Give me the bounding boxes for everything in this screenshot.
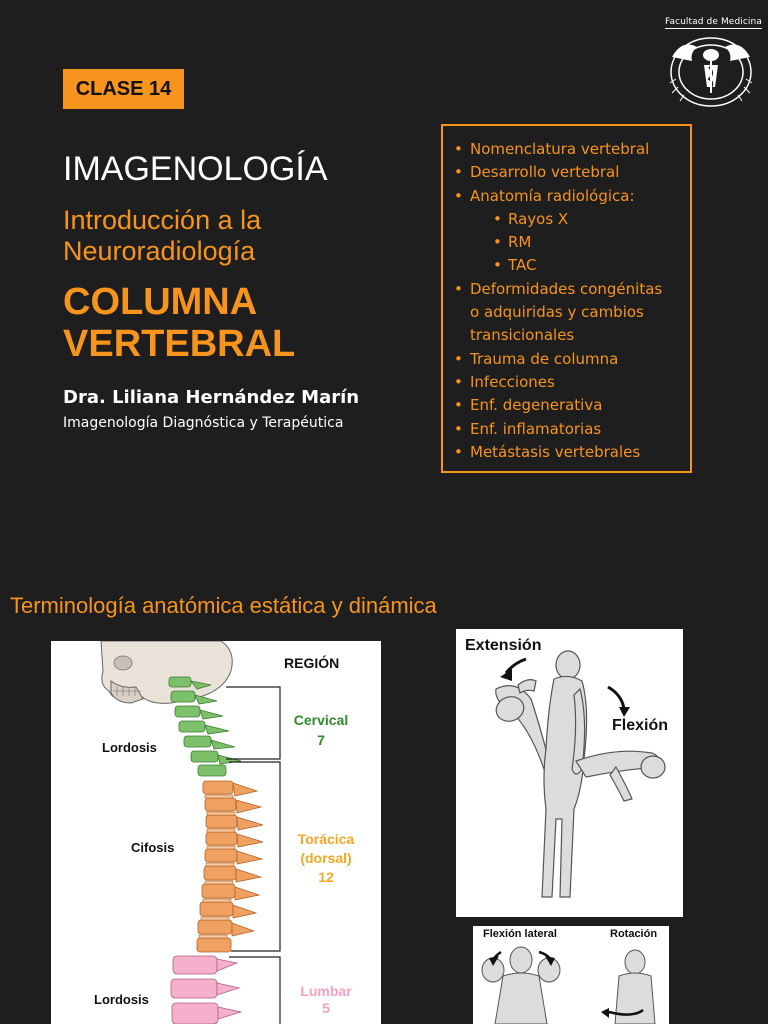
- class-badge: CLASE 14: [63, 69, 184, 109]
- topic-item: • Anatomía radiológica:: [451, 185, 682, 208]
- curve-label-lumbar: Lordosis: [94, 992, 149, 1007]
- lateral-rotation-figure: [473, 926, 669, 1024]
- topic-item: • Deformidades congénitas: [451, 278, 682, 301]
- topic-item: • Trauma de columna: [451, 348, 682, 371]
- spine-illustration: [51, 641, 381, 1024]
- topic-subitem: • RM: [451, 231, 682, 254]
- cervical-label: [291, 712, 351, 748]
- topic-subitem: • TAC: [451, 254, 682, 277]
- department-name: Imagenología Diagnóstica y Terapéutica: [63, 415, 344, 431]
- region-header: REGIÓN: [284, 655, 340, 671]
- flexion-label: Flexión: [612, 717, 669, 734]
- lumbar-count: 5: [322, 1000, 330, 1016]
- topic-item: • Enf. degenerativa: [451, 394, 682, 417]
- thoracic-alt-name: (dorsal): [300, 850, 352, 866]
- topic-item: • Nomenclatura vertebral: [451, 138, 682, 161]
- topic-item: • Desarrollo vertebral: [451, 161, 682, 184]
- extension-flexion-drawing: [456, 629, 683, 917]
- curve-label-thoracic: Cifosis: [131, 840, 175, 855]
- section-title: Terminología anatómica estática y dinámica: [10, 593, 437, 618]
- extension-flexion-figure: [456, 629, 683, 917]
- lumbar-label: [291, 983, 361, 1017]
- subtitle-line-2: Neuroradiología: [63, 236, 256, 266]
- topic-title: [63, 281, 295, 365]
- thoracic-count: 12: [318, 869, 334, 885]
- topics-list: [451, 138, 682, 464]
- topic-item: • Enf. inflamatorias: [451, 418, 682, 441]
- extension-label: Extensión: [465, 637, 542, 654]
- topic-title-line-2: VERTEBRAL: [63, 323, 296, 365]
- subtitle: [63, 205, 261, 267]
- author-name: Dra. Liliana Hernández Marín: [63, 387, 360, 408]
- rotation-label: Rotación: [610, 928, 658, 940]
- lateral-flexion-label: Flexión lateral: [483, 928, 557, 940]
- thoracic-label: [287, 830, 365, 887]
- topics-box: [441, 124, 692, 473]
- lateral-rotation-drawing: [473, 926, 669, 1024]
- subtitle-line-1: Introducción a la: [63, 205, 262, 235]
- course-title: IMAGENOLOGÍA: [63, 150, 328, 188]
- topic-subitem: • Rayos X: [451, 208, 682, 231]
- topic-title-line-1: COLUMNA: [63, 281, 258, 323]
- lumbar-name: Lumbar: [300, 983, 352, 999]
- topic-item-continued: transicionales: [470, 326, 575, 345]
- faculty-name: Facultad de Medicina: [665, 17, 762, 27]
- topic-item: • Infecciones: [451, 371, 682, 394]
- cervical-name: Cervical: [293, 712, 349, 728]
- cervical-count: 7: [317, 732, 325, 748]
- topic-item: • Metástasis vertebrales: [451, 441, 682, 464]
- faculty-seal-logo: [662, 17, 760, 113]
- topic-item-continued: o adquiridas y cambios: [470, 303, 644, 322]
- curve-label-cervical: Lordosis: [102, 740, 157, 755]
- thoracic-name: Torácica: [297, 831, 355, 847]
